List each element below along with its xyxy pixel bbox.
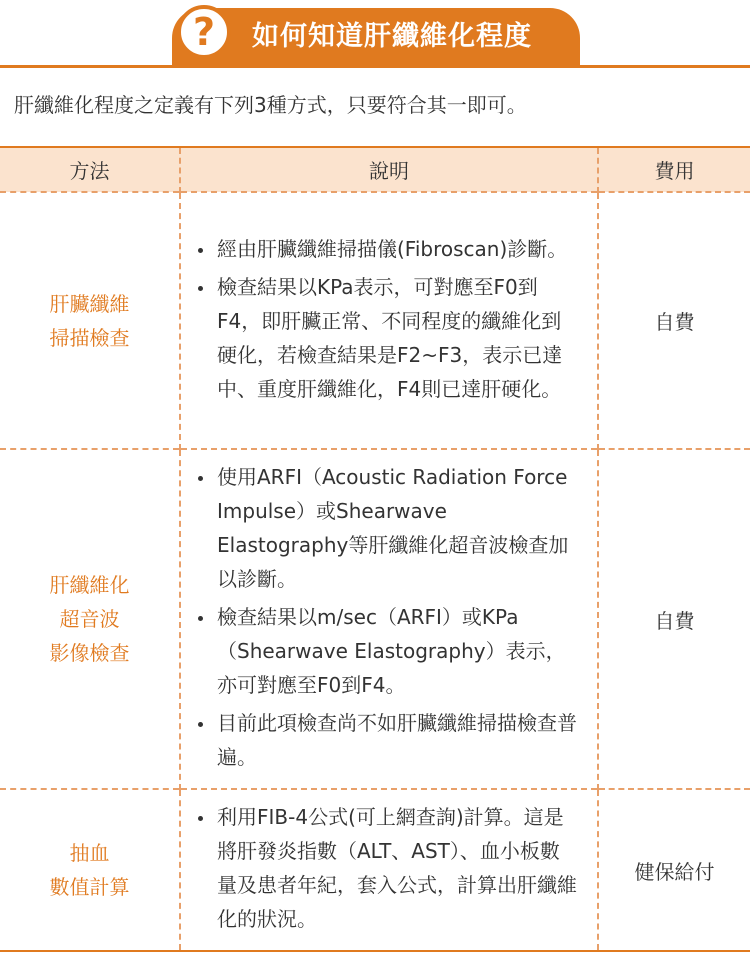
method-label: 肝纖維化 (49, 573, 130, 597)
description-cell (180, 789, 598, 951)
description-bullet: • 檢查結果以KPa表示，可對應至F0到F4，即肝臟正常、不同程度的纖維化到硬化，若檢查結果是F2~F3，表示已達中、重度肝纖維化，F4則已達肝硬化。 (215, 270, 579, 406)
method-label: 數值計算 (49, 875, 130, 899)
intro-text: 肝纖維化程度之定義有下列3種方式，只要符合其一即可。 (14, 93, 527, 117)
question-mark-icon: ? (177, 5, 231, 59)
cost-cell: 自費 (598, 192, 750, 449)
method-label: 抽血 (69, 841, 110, 865)
description-bullet: • 檢查結果以m/sec（ARFI）或KPa（Shearwave Elastography）表示，亦可對應至F0到F4。 (215, 600, 579, 702)
description-cell (180, 449, 598, 789)
method-label: 肝臟纖維 (49, 291, 130, 316)
column-header-method: 方法 (69, 159, 110, 183)
section-header (0, 0, 750, 70)
description-bullet: • 使用ARFI（Acoustic Radiation Force Impulse）或Shearwave Elastography等肝纖維化超音波檢查加以診斷。 (215, 460, 579, 596)
column-header-description: 說明 (180, 147, 598, 192)
description-cell (180, 192, 598, 449)
method-label: 超音波 (59, 607, 120, 631)
cost-cell: 自費 (598, 449, 750, 789)
methods-table (0, 146, 750, 952)
method-label: 影像檢查 (49, 641, 130, 665)
page-title: 如何知道肝纖維化程度 (252, 21, 532, 52)
table-row (0, 192, 750, 449)
description-bullet: • 目前此項檢查尚不如肝臟纖維掃描檢查普遍。 (215, 706, 579, 774)
table-row (0, 789, 750, 951)
method-cell (0, 789, 180, 951)
description-bullet: • 經由肝臟纖維掃描儀(Fibroscan)診斷。 (215, 232, 579, 266)
column-header-cost: 費用 (598, 147, 750, 192)
table-row (0, 449, 750, 789)
description-bullet: • 利用FIB-4公式(可上網查詢)計算。這是將肝發炎指數（ALT、AST）、血小板數量及患者年紀，套入公式，計算出肝纖維化的狀況。 (215, 800, 579, 936)
method-cell (0, 192, 180, 449)
method-cell (0, 449, 180, 789)
cost-cell: 健保給付 (598, 789, 750, 951)
table-header-row (0, 147, 750, 192)
method-label: 掃描檢查 (49, 325, 130, 350)
